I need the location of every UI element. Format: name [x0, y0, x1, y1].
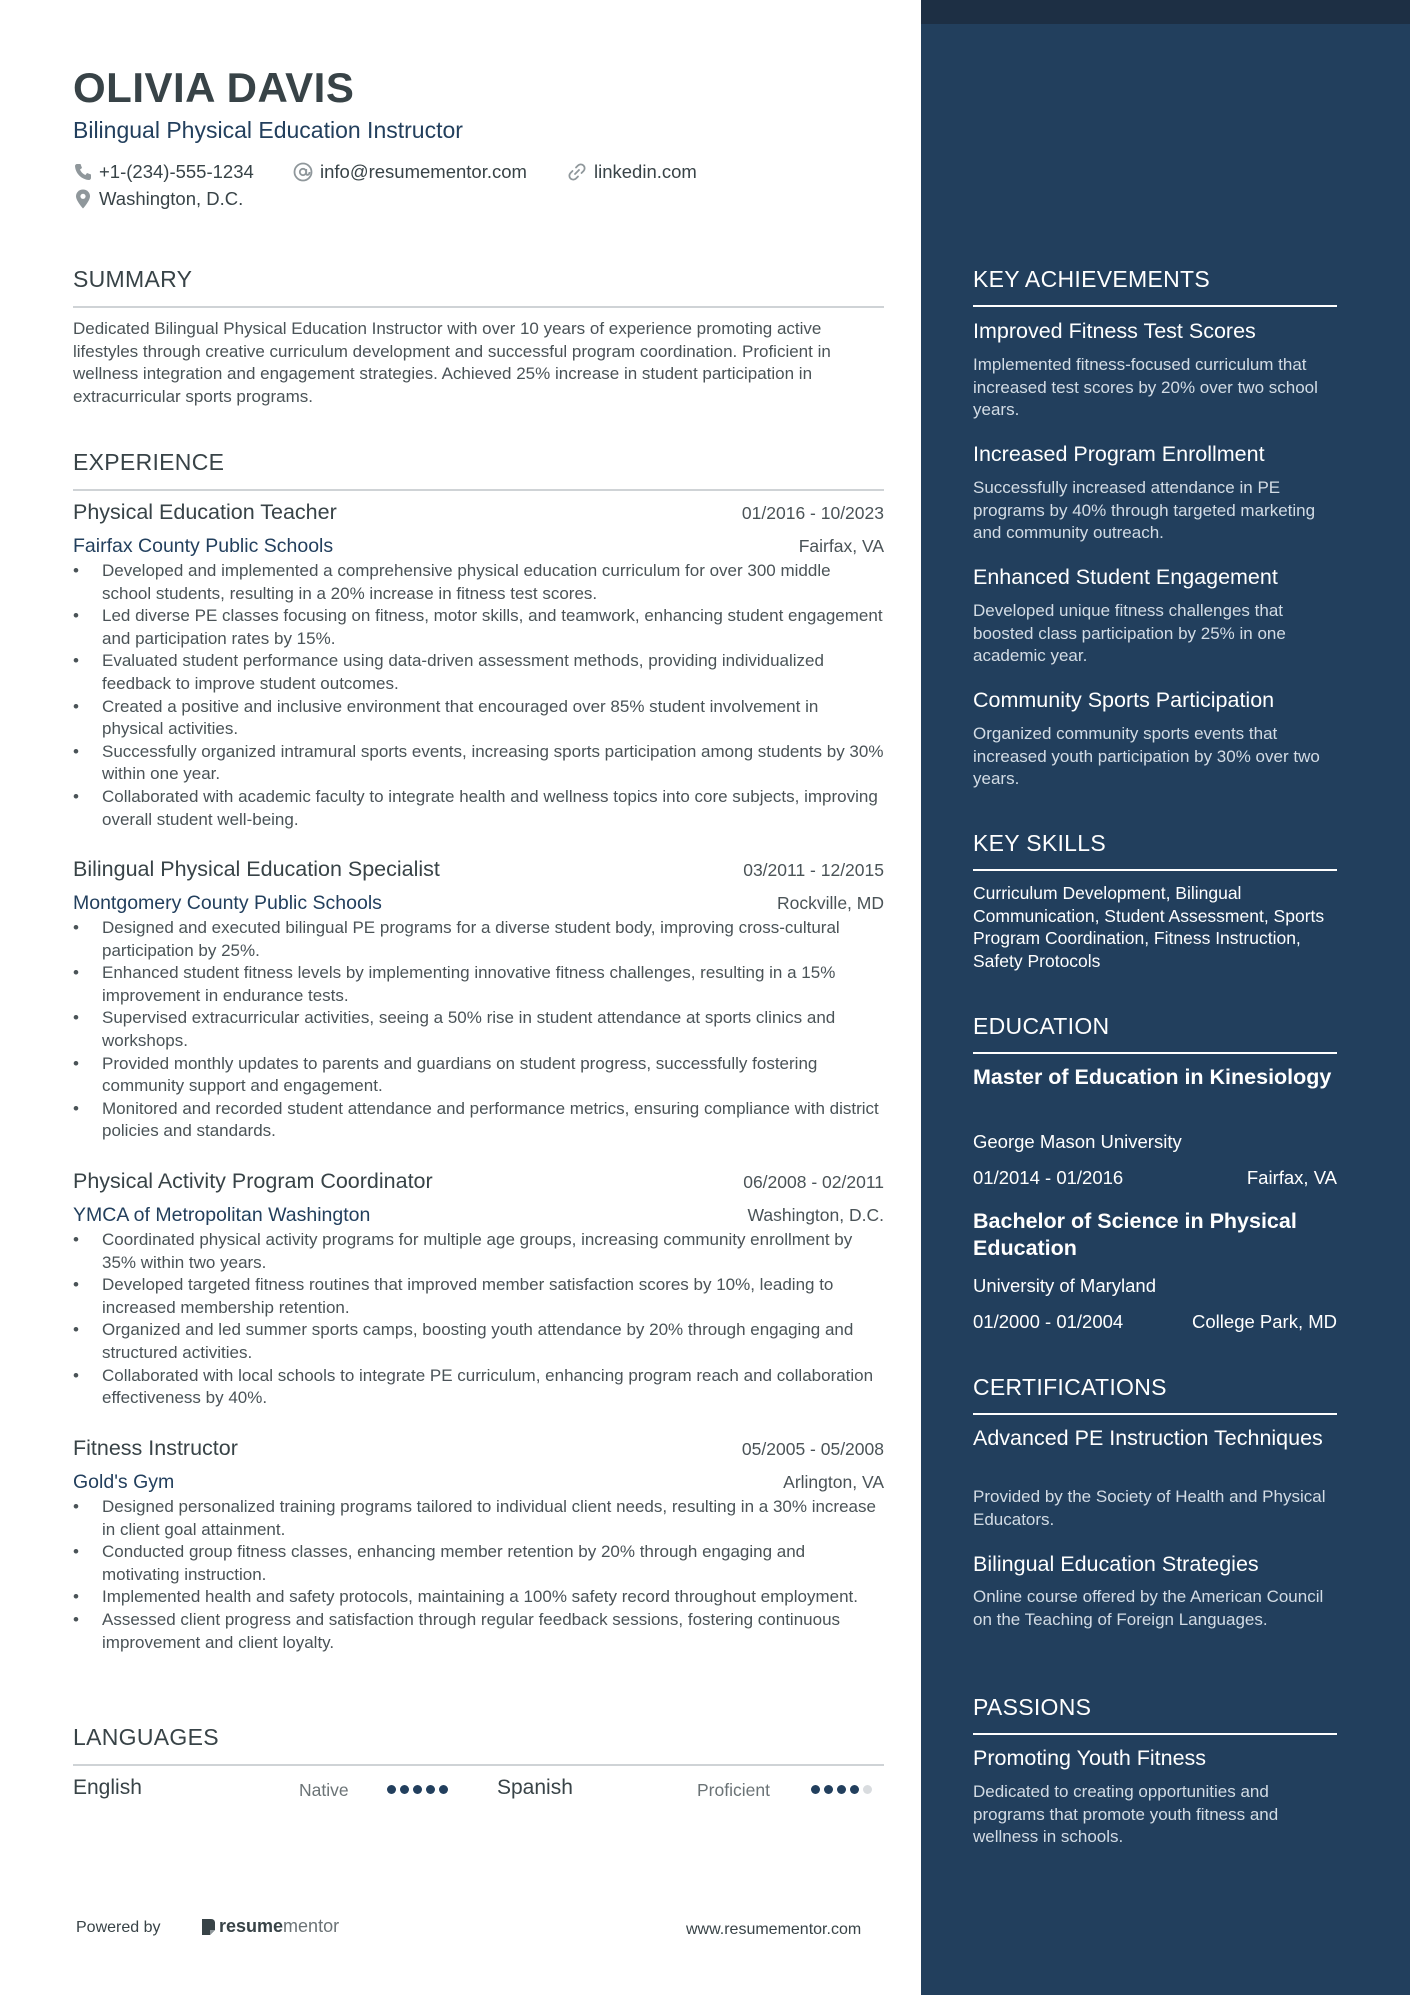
job-organization: YMCA of Metropolitan Washington: [73, 1204, 371, 1226]
job-entry: [73, 1436, 884, 1654]
phone-icon: [73, 162, 93, 182]
education-meta: [973, 1311, 1337, 1333]
education-school: George Mason University: [973, 1131, 1182, 1152]
job-entry: [73, 857, 884, 1143]
passions-heading: PASSIONS: [973, 1694, 1337, 1735]
certifications-heading: CERTIFICATIONS: [973, 1374, 1337, 1415]
bullet-item: • Collaborated with local schools to integrate PE curriculum, enhancing program reach and collaboration effectiveness by 40%.: [73, 1365, 884, 1410]
job-bullets: [73, 1496, 884, 1654]
certification-desc: Provided by the Society of Health and Physical Educators.: [973, 1487, 1326, 1529]
sidebar-top-bar: [921, 0, 1410, 24]
passion-desc: Dedicated to creating opportunities and programs that promote youth fitness and wellness in schools.: [973, 1782, 1279, 1846]
certification-desc: Online course offered by the American Council on the Teaching of Foreign Languages.: [973, 1587, 1324, 1629]
job-location: Arlington, VA: [783, 1472, 884, 1492]
job-dates: 05/2005 - 05/2008: [741, 1439, 884, 1459]
powered-by-label: Powered by: [76, 1919, 161, 1936]
bullet-item: • Enhanced student fitness levels by implementing innovative fitness challenges, resulting in a 15% improvement in endurance tests.: [73, 962, 884, 1007]
language-rating: [811, 1785, 872, 1794]
brand-name-light: mentor: [283, 1916, 340, 1936]
education-location: Fairfax, VA: [1246, 1167, 1337, 1188]
language-rating: [387, 1785, 448, 1794]
skills-text: Curriculum Development, Bilingual Communication, Student Assessment, Sports Program Coordination, Fitness Instruction, Safety Protocols: [973, 883, 1325, 971]
job-title: Physical Activity Program Coordinator: [73, 1169, 433, 1193]
education-degree: Master of Education in Kinesiology: [973, 1065, 1332, 1089]
rating-dot-filled: [850, 1785, 859, 1794]
job-dates: 01/2016 - 10/2023: [741, 503, 884, 523]
languages-heading: LANGUAGES: [73, 1724, 884, 1766]
job-organization: Gold's Gym: [73, 1471, 175, 1493]
bullet-item: • Provided monthly updates to parents and guardians on student progress, successfully fostering community support and engagement.: [73, 1053, 884, 1098]
bullet-item: • Conducted group fitness classes, enhancing member retention by 20% through engaging and motivating instruction.: [73, 1541, 884, 1586]
experience-heading: EXPERIENCE: [73, 449, 884, 491]
link-icon: [566, 161, 588, 183]
at-icon: [292, 161, 314, 183]
education-school: University of Maryland: [973, 1275, 1157, 1296]
education-meta: [973, 1167, 1337, 1189]
bullet-item: • Developed and implemented a comprehensive physical education curriculum for over 300 middle school students, resulting in a 20% increase in fitness test scores.: [73, 560, 884, 605]
job-bullets: [73, 560, 884, 831]
achievement-title: Enhanced Student Engagement: [973, 565, 1278, 589]
location-text: Washington, D.C.: [99, 188, 244, 209]
job-bullets: [73, 1229, 884, 1410]
skills-heading: KEY SKILLS: [973, 830, 1337, 871]
job-title: Fitness Instructor: [73, 1436, 238, 1460]
job-location: Fairfax, VA: [798, 536, 884, 556]
language-level: Native: [299, 1780, 349, 1800]
bullet-item: • Assessed client progress and satisfaction through regular feedback sessions, fostering continuous improvement and client loyalty.: [73, 1609, 884, 1654]
job-dates: 03/2011 - 12/2015: [743, 860, 884, 880]
achievement-desc: Developed unique fitness challenges that boosted class participation by 25% in one academic year.: [973, 601, 1286, 665]
language-level: Proficient: [697, 1780, 770, 1800]
job-organization: Montgomery County Public Schools: [73, 892, 382, 914]
rating-dot-filled: [387, 1785, 396, 1794]
rating-dot-filled: [811, 1785, 820, 1794]
rating-dot-filled: [439, 1785, 448, 1794]
achievement-desc: Implemented fitness-focused curriculum that increased test scores by 20% over two school years.: [973, 355, 1318, 419]
phone-text: +1-(234)-555-1234: [99, 161, 254, 182]
certification-title: Bilingual Education Strategies: [973, 1552, 1259, 1576]
linkedin-text: linkedin.com: [594, 161, 697, 182]
contact-email[interactable]: [292, 161, 527, 183]
language-name: Spanish: [497, 1776, 573, 1799]
education-dates: 01/2000 - 01/2004: [973, 1311, 1124, 1332]
bullet-item: • Designed personalized training programs tailored to individual client needs, resulting in a 30% increase in client goal attainment.: [73, 1496, 884, 1541]
contact-linkedin[interactable]: [566, 161, 697, 183]
achievement-desc: Successfully increased attendance in PE programs by 40% through targeted marketing and community outreach.: [973, 478, 1316, 542]
candidate-title: Bilingual Physical Education Instructor: [73, 117, 463, 143]
bullet-item: • Implemented health and safety protocols, maintaining a 100% safety record throughout employment.: [73, 1586, 884, 1609]
bullet-item: • Created a positive and inclusive environment that encouraged over 85% student involvement in physical activities.: [73, 696, 884, 741]
achievement-desc: Organized community sports events that increased youth participation by 30% over two years.: [973, 724, 1320, 788]
rating-dot-empty: [863, 1785, 872, 1794]
job-bullets: [73, 917, 884, 1143]
contact-phone[interactable]: [73, 161, 254, 183]
job-title: Physical Education Teacher: [73, 500, 337, 524]
bullet-item: • Led diverse PE classes focusing on fitness, motor skills, and teamwork, enhancing student engagement and participation rates by 15%.: [73, 605, 884, 650]
resumementor-logo-icon: [200, 1917, 216, 1937]
education-heading: EDUCATION: [973, 1013, 1337, 1054]
bullet-item: • Monitored and recorded student attendance and performance metrics, ensuring compliance with district policies and standards.: [73, 1098, 884, 1143]
language-name: English: [73, 1776, 142, 1799]
location-pin-icon: [73, 188, 93, 210]
bullet-item: • Coordinated physical activity programs for multiple age groups, increasing community enrollment by 35% within two years.: [73, 1229, 884, 1274]
bullet-item: • Organized and led summer sports camps, boosting youth attendance by 20% through engaging and structured activities.: [73, 1319, 884, 1364]
bullet-item: • Evaluated student performance using data-driven assessment methods, providing individualized feedback to improve student outcomes.: [73, 650, 884, 695]
email-text: info@resumementor.com: [320, 161, 527, 182]
rating-dot-filled: [400, 1785, 409, 1794]
rating-dot-filled: [426, 1785, 435, 1794]
education-degree: Bachelor of Science in Physical Education: [973, 1209, 1297, 1260]
brand-logo[interactable]: [200, 1916, 339, 1937]
rating-dot-filled: [413, 1785, 422, 1794]
job-location: Rockville, MD: [777, 893, 884, 913]
bullet-item: • Collaborated with academic faculty to integrate health and wellness topics into core subjects, improving overall student well-being.: [73, 786, 884, 831]
bullet-item: • Supervised extracurricular activities, seeing a 50% rise in student attendance at sports clinics and workshops.: [73, 1007, 884, 1052]
job-entry: [73, 500, 884, 831]
job-entry: [73, 1169, 884, 1410]
education-location: College Park, MD: [1192, 1311, 1337, 1332]
job-organization: Fairfax County Public Schools: [73, 535, 334, 557]
achievements-heading: KEY ACHIEVEMENTS: [973, 266, 1337, 307]
rating-dot-filled: [837, 1785, 846, 1794]
brand-name-bold: resume: [219, 1916, 284, 1936]
contact-location: [73, 188, 243, 210]
candidate-name: OLIVIA DAVIS: [73, 64, 355, 111]
summary-text: Dedicated Bilingual Physical Education Instructor with over 10 years of experience promoting active lifestyles through creative curriculum development and successful program coordination. Proficient in wellness integration and engagement strategies. Achieved 25% increase in student participation in extracurricular sports programs.: [73, 319, 831, 406]
education-dates: 01/2014 - 01/2016: [973, 1167, 1124, 1188]
achievement-title: Community Sports Participation: [973, 688, 1275, 712]
job-location: Washington, D.C.: [747, 1205, 884, 1225]
summary-heading: SUMMARY: [73, 266, 884, 308]
website-link[interactable]: www.resumementor.com: [686, 1921, 862, 1938]
achievement-title: Improved Fitness Test Scores: [973, 319, 1256, 343]
bullet-item: • Successfully organized intramural sports events, increasing sports participation among students by 30% within one year.: [73, 741, 884, 786]
job-title: Bilingual Physical Education Specialist: [73, 857, 440, 881]
bullet-item: • Designed and executed bilingual PE programs for a diverse student body, improving cross-cultural participation by 25%.: [73, 917, 884, 962]
achievement-title: Increased Program Enrollment: [973, 442, 1265, 466]
rating-dot-filled: [824, 1785, 833, 1794]
job-dates: 06/2008 - 02/2011: [743, 1172, 884, 1192]
bullet-item: • Developed targeted fitness routines that improved member satisfaction scores by 10%, leading to increased membership retention.: [73, 1274, 884, 1319]
passion-title: Promoting Youth Fitness: [973, 1746, 1207, 1770]
certification-title: Advanced PE Instruction Techniques: [973, 1426, 1323, 1450]
